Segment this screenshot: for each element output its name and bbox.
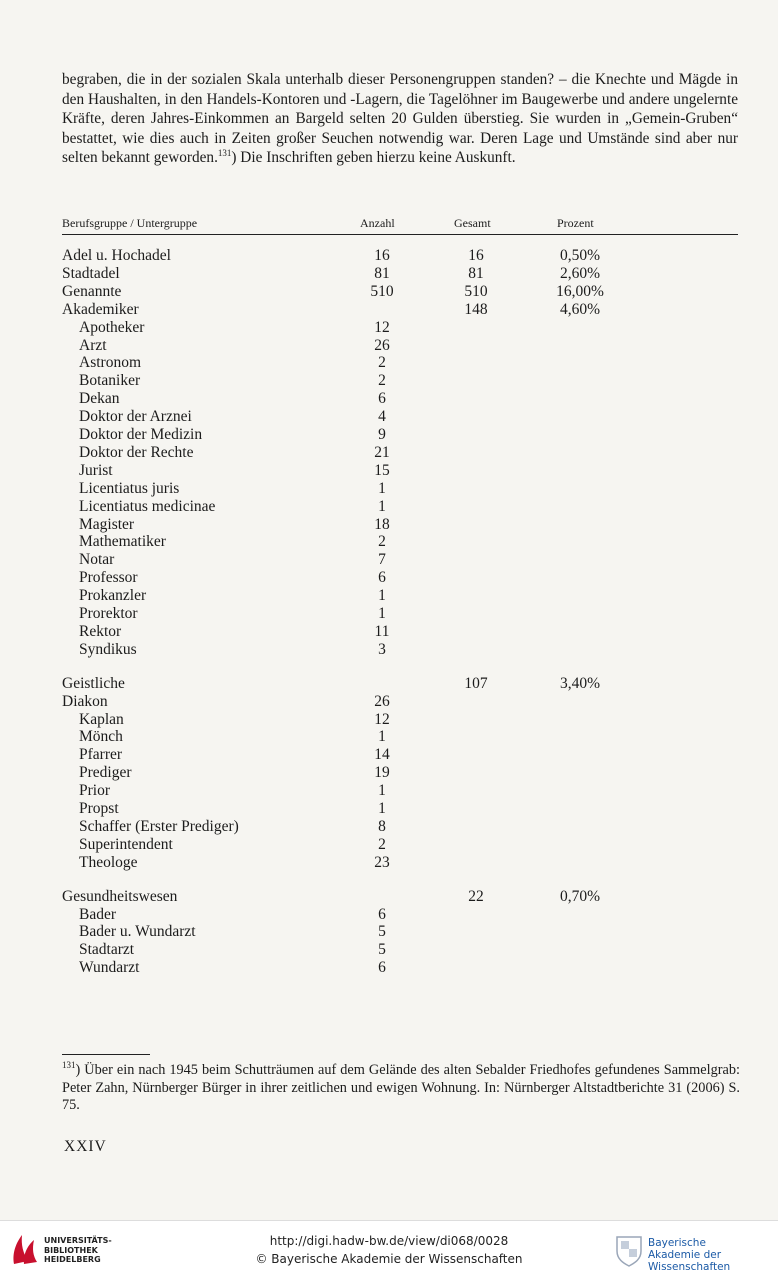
table-row: [0, 444, 778, 462]
row-name: Diakon: [62, 692, 108, 710]
row-anzahl: 6: [378, 390, 386, 408]
row-anzahl: 6: [378, 569, 386, 587]
table-header: [62, 214, 738, 235]
table-row: [0, 800, 778, 818]
row-anzahl: 12: [374, 318, 390, 336]
row-anzahl: 2: [378, 354, 386, 372]
university-library-name: UNIVERSITÄTS- BIBLIOTHEK HEIDELBERG: [44, 1236, 112, 1264]
permalink-url[interactable]: http://digi.hadw-bw.de/view/di068/0028: [269, 1234, 509, 1248]
intro-text-a: begraben, die in der sozialen Skala unterhalb dieser Personengruppen standen? – die Knechte und Mägde in den Haushalten, in den Handels-Kontoren und -Lagern, die Tagelöhner im Baugewerbe und andere ungelernte Kräfte, deren Jahres-Einkommen an Bargeld selten 20 Gulden überstieg. Sie wurden in „Gemein-Gruben“ bestattet, wie dies auch in Zeiten großer Seuchen notwendig war. Deren Lage und Umstände sind aber nur selten bekannt geworden.: [62, 71, 738, 167]
row-name: Arzt: [79, 336, 107, 354]
table-row: [0, 569, 778, 587]
table-row: [0, 319, 778, 337]
row-name: Prior: [79, 782, 110, 800]
row-gesamt: 81: [468, 264, 484, 282]
row-name: Syndikus: [79, 640, 137, 658]
table-row: [0, 372, 778, 390]
row-gesamt: 16: [468, 247, 484, 264]
row-anzahl: 11: [374, 622, 390, 640]
row-name: Kaplan: [79, 710, 124, 728]
row-anzahl: 5: [378, 923, 386, 941]
row-gesamt: 510: [464, 282, 488, 300]
table-row: [0, 888, 778, 906]
row-name: Astronom: [79, 354, 141, 372]
row-anzahl: 12: [374, 710, 390, 728]
row-anzahl: 1: [378, 800, 386, 817]
row-anzahl: 9: [378, 426, 386, 443]
table-row: [0, 426, 778, 444]
row-anzahl: 1: [378, 497, 386, 515]
table-row: [0, 301, 778, 319]
row-name: Adel u. Hochadel: [62, 247, 171, 264]
row-gesamt: 107: [464, 674, 488, 692]
header-gruppe: Berufsgruppe / Untergruppe: [62, 216, 198, 230]
row-name: Magister: [79, 515, 135, 533]
footnote-divider: [62, 1054, 150, 1055]
row-anzahl: 1: [378, 479, 386, 497]
table-row: [0, 923, 778, 941]
row-name: Schaffer (Erster Prediger): [79, 817, 239, 835]
row-anzahl: 6: [378, 959, 386, 977]
row-anzahl: 3: [378, 640, 386, 658]
row-name: Bader: [79, 905, 117, 923]
row-name: Doktor der Rechte: [79, 443, 194, 461]
row-name: Wundarzt: [79, 959, 140, 977]
row-name: Superintendent: [79, 835, 173, 853]
row-prozent: 0,50%: [559, 247, 601, 264]
table-row: [0, 587, 778, 605]
table-row: [0, 906, 778, 924]
row-anzahl: 23: [374, 853, 390, 871]
row-anzahl: 7: [378, 551, 386, 569]
table-row: [0, 959, 778, 977]
viewer-footer: [0, 1220, 778, 1277]
row-prozent: 2,60%: [559, 264, 601, 282]
row-anzahl: 8: [378, 817, 386, 835]
row-anzahl: 81: [374, 264, 390, 282]
table-row: [0, 283, 778, 301]
row-anzahl: 2: [378, 835, 386, 853]
row-name: Jurist: [79, 461, 113, 479]
row-name: Gesundheitswesen: [62, 887, 178, 905]
row-name: Apotheker: [79, 318, 145, 336]
table-row: [0, 854, 778, 872]
intro-paragraph: [62, 70, 738, 168]
footnote-number: 131: [62, 1060, 76, 1071]
table-row: [0, 693, 778, 711]
table-row: [0, 746, 778, 764]
row-name: Licentiatus juris: [79, 479, 180, 497]
footnote-text: ) Über ein nach 1945 beim Schutträumen auf dem Gelände des alten Sebalder Friedhofes gefundenes Sammelgrab: Peter Zahn, Nürnberger Bürger in ihrer zeitlichen und ewigen Wohnung. In: Nürnberger Altstadtberichte 31 (2006) S. 75.: [62, 1062, 740, 1113]
row-name: Notar: [79, 551, 115, 569]
table-row: [0, 498, 778, 516]
row-anzahl: 21: [374, 443, 390, 461]
table-row: [0, 836, 778, 854]
intro-text-b: ) Die Inschriften geben hierzu keine Auskunft.: [231, 149, 516, 167]
table-row: [0, 675, 778, 693]
academy-crest-icon: [614, 1233, 644, 1267]
row-name: Botaniker: [79, 372, 141, 390]
row-name: Stadtadel: [62, 264, 120, 282]
academy-name: Bayerische Akademie der Wissenschaften: [648, 1237, 731, 1273]
table-row: [0, 641, 778, 659]
row-gesamt: 148: [464, 300, 488, 318]
table-row: [0, 764, 778, 782]
row-anzahl: 14: [374, 746, 390, 764]
footnote: [62, 1062, 740, 1115]
row-name: Licentiatus medicinae: [79, 497, 216, 515]
table-row: [0, 551, 778, 569]
table-row: [0, 711, 778, 729]
row-anzahl: 1: [378, 782, 386, 800]
table-row: [0, 337, 778, 355]
table-row: [0, 462, 778, 480]
row-name: Rektor: [79, 622, 122, 640]
row-name: Doktor der Arznei: [79, 408, 192, 426]
row-prozent: 0,70%: [559, 887, 601, 905]
row-anzahl: 5: [378, 941, 386, 959]
table-row: [0, 623, 778, 641]
row-name: Prokanzler: [79, 587, 147, 605]
row-prozent: 16,00%: [556, 282, 604, 300]
row-prozent: 3,40%: [559, 674, 601, 692]
table-row: [0, 941, 778, 959]
row-name: Geistliche: [62, 674, 125, 692]
row-name: Stadtarzt: [79, 941, 135, 959]
table-row: [0, 265, 778, 283]
row-anzahl: 2: [378, 372, 386, 390]
row-anzahl: 1: [378, 605, 386, 622]
row-gesamt: 22: [468, 887, 484, 905]
row-anzahl: 18: [374, 515, 390, 533]
row-name: Professor: [79, 569, 138, 587]
row-anzahl: 1: [378, 728, 386, 746]
row-name: Bader u. Wundarzt: [79, 923, 196, 941]
header-prozent: Prozent: [557, 216, 594, 230]
row-anzahl: 1: [378, 587, 386, 605]
table-row: [0, 247, 778, 265]
row-name: Propst: [79, 800, 119, 817]
row-anzahl: 15: [374, 461, 390, 479]
row-name: Genannte: [62, 282, 122, 300]
row-name: Dekan: [79, 390, 120, 408]
row-prozent: 4,60%: [559, 300, 601, 318]
row-anzahl: 26: [374, 336, 390, 354]
table-row: [0, 390, 778, 408]
table-row: [0, 818, 778, 836]
row-anzahl: 6: [378, 905, 386, 923]
row-anzahl: 19: [374, 764, 390, 782]
row-anzahl: 16: [374, 247, 390, 264]
row-name: Akademiker: [62, 300, 139, 318]
table-row: [0, 354, 778, 372]
row-name: Prediger: [79, 764, 132, 782]
table-row: [0, 408, 778, 426]
footnote-reference[interactable]: 131: [217, 148, 232, 159]
row-name: Doktor der Medizin: [79, 426, 203, 443]
row-anzahl: 2: [378, 533, 386, 551]
table-row: [0, 533, 778, 551]
row-anzahl: 510: [370, 282, 394, 300]
table-row: [0, 728, 778, 746]
header-anzahl: Anzahl: [360, 216, 395, 230]
row-name: Mönch: [79, 728, 123, 746]
row-name: Theologe: [79, 853, 138, 871]
copyright-notice: © Bayerische Akademie der Wissenschaften: [255, 1252, 523, 1266]
table-row: [0, 516, 778, 534]
table-row: [0, 605, 778, 623]
header-gesamt: Gesamt: [454, 216, 491, 230]
row-name: Pfarrer: [79, 746, 123, 764]
row-name: Prorektor: [79, 605, 138, 622]
table-row: [0, 480, 778, 498]
page-number: XXIV: [64, 1138, 107, 1155]
row-name: Mathematiker: [79, 533, 166, 551]
row-anzahl: 26: [374, 692, 390, 710]
row-anzahl: 4: [378, 408, 386, 426]
table-row: [0, 782, 778, 800]
